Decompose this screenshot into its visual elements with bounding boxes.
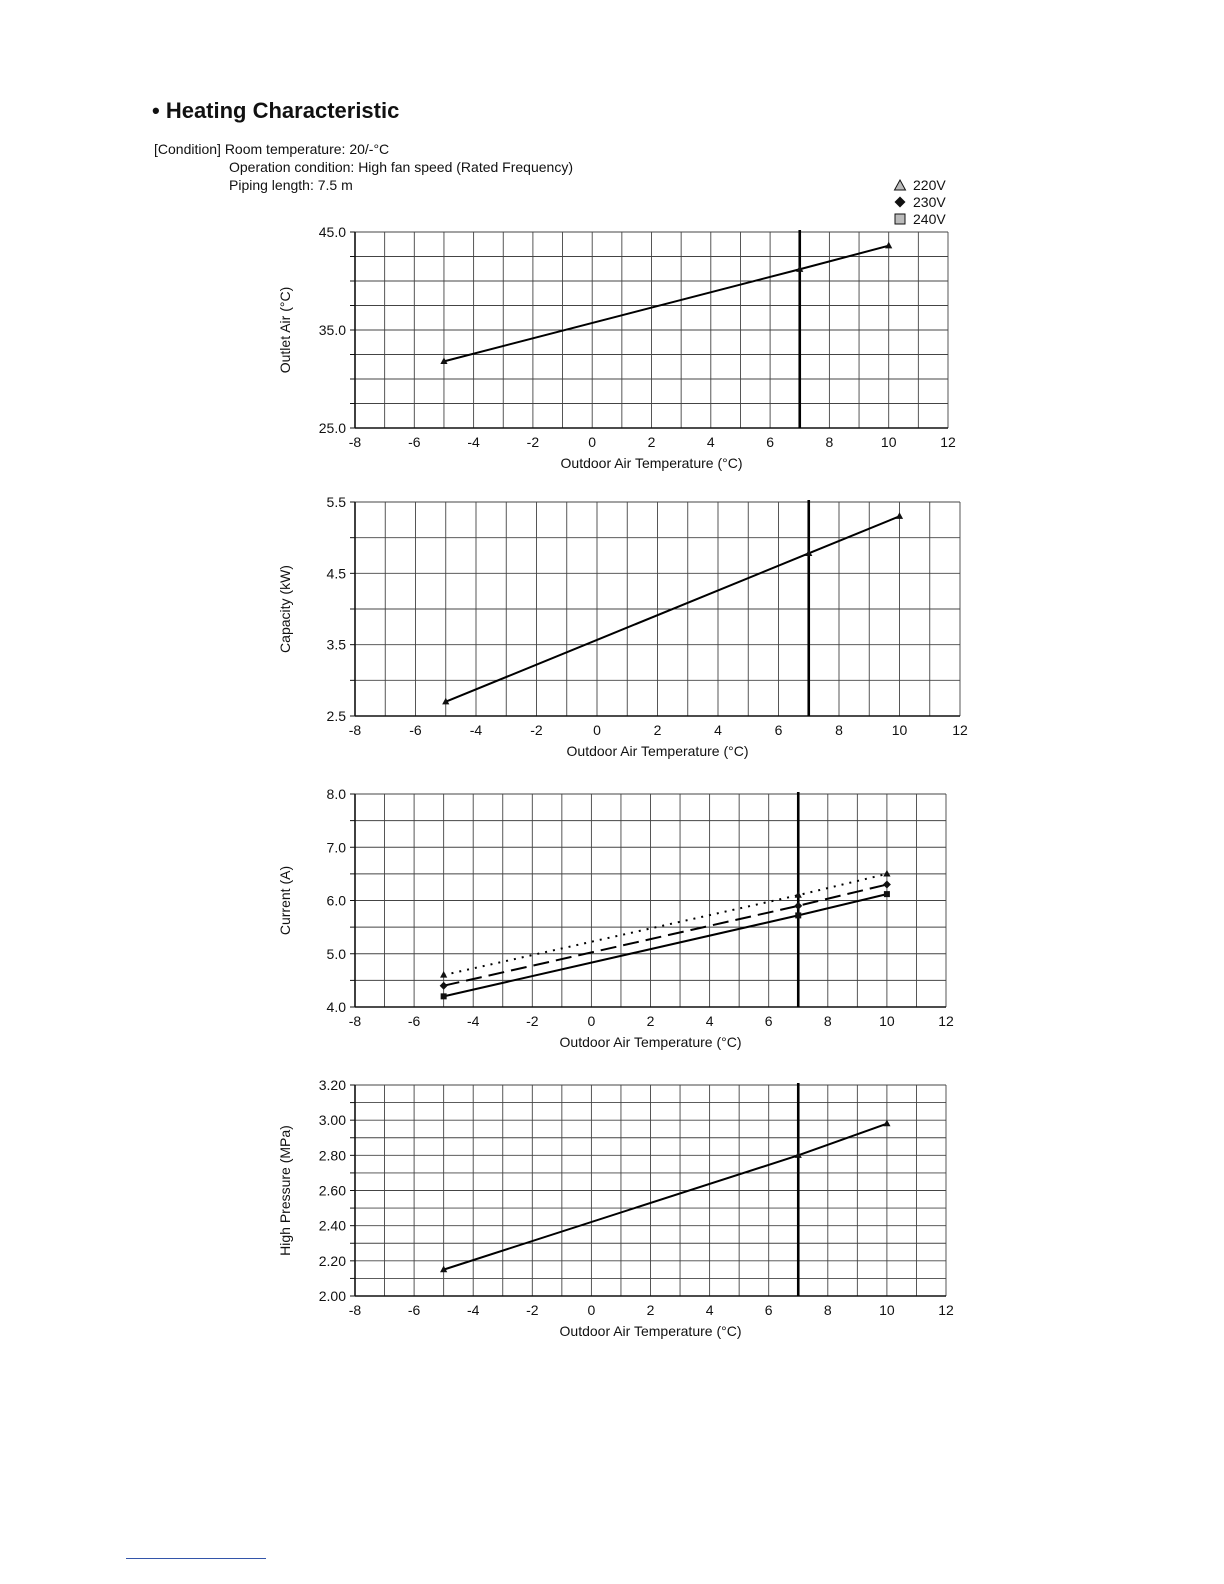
capacity-chart bbox=[0, 492, 1224, 767]
x-tick-label: 12 bbox=[938, 1302, 954, 1318]
x-tick-label: 0 bbox=[588, 434, 597, 450]
y-tick-label: 3.5 bbox=[326, 636, 346, 653]
data-point-220v bbox=[883, 870, 890, 877]
y-axis-title: High Pressure (MPa) bbox=[277, 1125, 293, 1256]
y-axis-title: Current (A) bbox=[277, 865, 293, 936]
x-tick-label: -8 bbox=[348, 1302, 362, 1318]
outlet-air-chart bbox=[0, 222, 1224, 472]
x-tick-label: 4 bbox=[714, 722, 722, 738]
y-tick-label: 7.0 bbox=[326, 839, 346, 856]
y-tick-label: 5.0 bbox=[326, 945, 346, 962]
x-tick-label: -2 bbox=[530, 722, 543, 738]
y-tick-label: 3.00 bbox=[318, 1112, 346, 1129]
x-tick-label: 2 bbox=[653, 722, 662, 738]
condition-operation: Operation condition: High fan speed (Rated Frequency) bbox=[229, 159, 573, 175]
x-tick-label: 12 bbox=[938, 1013, 954, 1029]
x-tick-label: 4 bbox=[706, 434, 715, 450]
x-tick-label: 8 bbox=[823, 1302, 832, 1318]
x-tick-label: 10 bbox=[879, 1013, 895, 1029]
y-tick-label: 2.60 bbox=[318, 1182, 346, 1199]
x-tick-label: 12 bbox=[952, 722, 968, 738]
x-tick-label: 8 bbox=[823, 1013, 832, 1029]
legend-label-220v: 220V bbox=[913, 176, 946, 193]
high-pressure-chart bbox=[0, 1075, 1224, 1345]
x-axis-title: Outdoor Air Temperature (°C) bbox=[559, 1034, 742, 1050]
x-tick-label: 0 bbox=[587, 1302, 596, 1318]
y-tick-label: 4.0 bbox=[326, 999, 346, 1015]
x-tick-label: 4 bbox=[705, 1013, 714, 1029]
legend-label-230v: 230V bbox=[913, 193, 946, 210]
series-line-220v bbox=[444, 1124, 887, 1270]
x-tick-label: -4 bbox=[469, 722, 483, 738]
x-tick-label: 2 bbox=[646, 1302, 655, 1318]
legend-item-230v bbox=[893, 193, 946, 210]
y-tick-label: 2.20 bbox=[318, 1252, 346, 1269]
x-tick-label: 10 bbox=[880, 434, 897, 450]
current-chart bbox=[0, 784, 1224, 1054]
data-point-240v bbox=[884, 891, 890, 897]
series-line-230v bbox=[444, 885, 887, 986]
y-axis-title: Outlet Air (°C) bbox=[277, 286, 293, 374]
x-tick-label: 6 bbox=[764, 1302, 773, 1318]
x-tick-label: -2 bbox=[526, 1302, 539, 1318]
x-tick-label: -8 bbox=[348, 434, 362, 450]
x-tick-label: 6 bbox=[774, 722, 783, 738]
x-tick-label: 4 bbox=[705, 1302, 714, 1318]
data-point-230v bbox=[794, 902, 802, 910]
y-tick-label: 6.0 bbox=[326, 892, 346, 909]
x-tick-label: -6 bbox=[408, 434, 421, 450]
y-tick-label: 2.80 bbox=[318, 1147, 346, 1164]
x-tick-label: 6 bbox=[764, 1013, 773, 1029]
x-axis-title: Outdoor Air Temperature (°C) bbox=[559, 1323, 742, 1339]
y-tick-label: 5.5 bbox=[326, 494, 346, 510]
x-tick-label: 2 bbox=[647, 434, 656, 450]
condition-room-temperature: [Condition] Room temperature: 20/-°C bbox=[154, 141, 390, 157]
x-axis-title: Outdoor Air Temperature (°C) bbox=[560, 455, 743, 471]
data-point-220v bbox=[883, 1120, 890, 1127]
y-axis-title: Capacity (kW) bbox=[277, 565, 293, 653]
x-tick-label: -8 bbox=[348, 722, 362, 738]
x-tick-label: 10 bbox=[891, 722, 908, 738]
footer-divider bbox=[126, 1558, 266, 1559]
x-tick-label: -6 bbox=[409, 722, 422, 738]
y-tick-label: 2.40 bbox=[318, 1217, 346, 1234]
triangle-icon bbox=[893, 178, 907, 192]
legend-label-240v: 240V bbox=[913, 210, 946, 227]
x-tick-label: -6 bbox=[407, 1013, 421, 1029]
x-tick-label: -8 bbox=[348, 1013, 362, 1029]
x-tick-label: -6 bbox=[407, 1302, 421, 1318]
x-tick-label: -4 bbox=[466, 1013, 480, 1029]
y-tick-label: 4.5 bbox=[326, 565, 346, 582]
x-axis-title: Outdoor Air Temperature (°C) bbox=[566, 743, 749, 759]
chart-legend bbox=[893, 176, 946, 227]
data-point-230v bbox=[440, 982, 448, 990]
condition-piping-length: Piping length: 7.5 m bbox=[229, 177, 353, 193]
y-tick-label: 3.20 bbox=[318, 1077, 346, 1093]
x-tick-label: -2 bbox=[526, 434, 540, 450]
data-point-220v bbox=[440, 971, 447, 978]
x-tick-label: 2 bbox=[646, 1013, 655, 1029]
y-tick-label: 35.0 bbox=[318, 322, 346, 338]
x-tick-label: -4 bbox=[467, 434, 480, 450]
data-point-240v bbox=[441, 993, 447, 999]
data-point-230v bbox=[883, 881, 891, 889]
x-tick-label: -2 bbox=[526, 1013, 539, 1029]
page-title: • Heating Characteristic bbox=[152, 98, 400, 123]
y-tick-label: 8.0 bbox=[326, 786, 346, 802]
x-tick-label: 6 bbox=[766, 434, 774, 450]
legend-item-220v bbox=[893, 176, 946, 193]
y-tick-label: 2.00 bbox=[318, 1288, 346, 1304]
x-tick-label: 8 bbox=[835, 722, 843, 738]
diamond-icon bbox=[893, 195, 907, 209]
series-line-220v bbox=[444, 874, 887, 975]
data-point-220v bbox=[896, 512, 903, 519]
x-tick-label: 10 bbox=[879, 1302, 895, 1318]
x-tick-label: 0 bbox=[587, 1013, 596, 1029]
x-tick-label: 0 bbox=[593, 722, 601, 738]
series-line-240v bbox=[444, 894, 887, 996]
x-tick-label: -4 bbox=[466, 1302, 480, 1318]
data-point-220v bbox=[885, 242, 892, 249]
data-point-240v bbox=[795, 912, 801, 918]
y-tick-label: 25.0 bbox=[318, 420, 346, 436]
series-line-220v bbox=[444, 246, 889, 362]
y-tick-label: 45.0 bbox=[318, 224, 346, 240]
x-tick-label: 8 bbox=[825, 434, 834, 450]
x-tick-label: 12 bbox=[940, 434, 956, 450]
y-tick-label: 2.5 bbox=[326, 708, 346, 724]
data-point-220v bbox=[795, 891, 802, 898]
